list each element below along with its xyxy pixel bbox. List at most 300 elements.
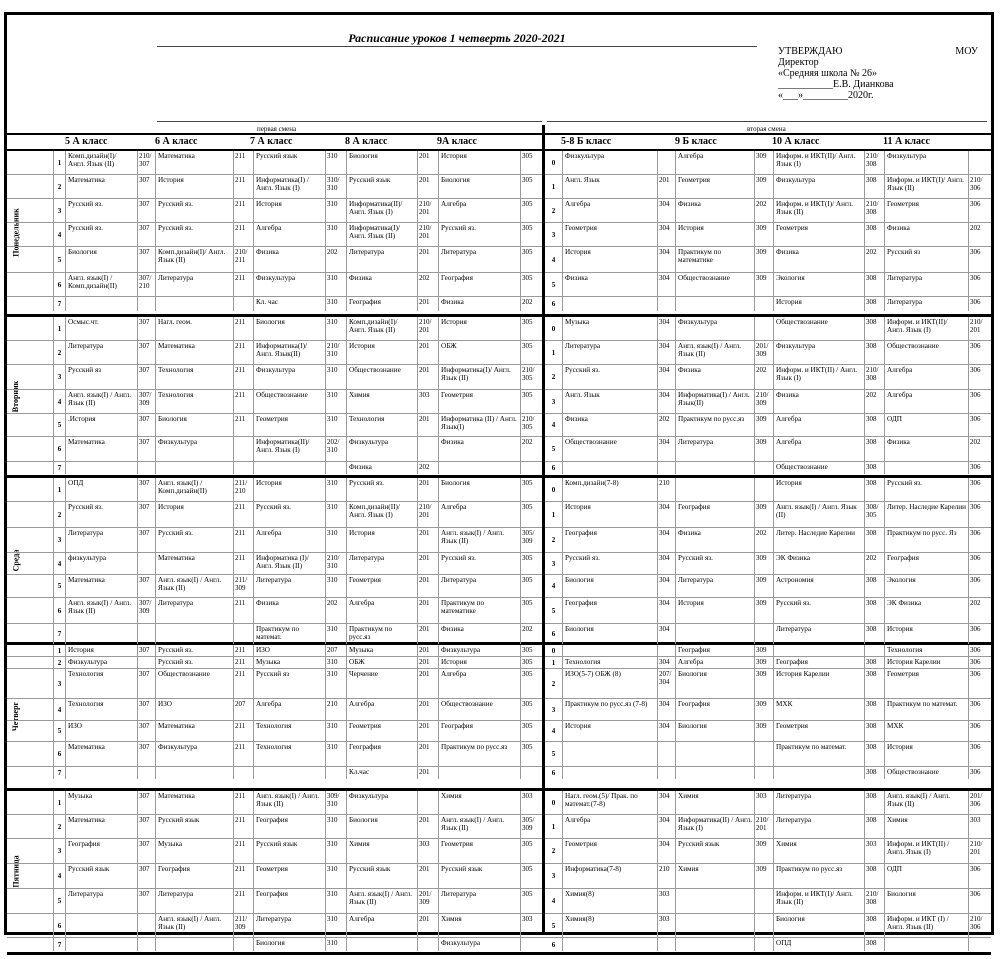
room-cell: 309/ 310 (325, 791, 346, 814)
subject-cell: Практикум по русс.яз (346, 624, 417, 644)
subject-cell: Литература (253, 575, 325, 597)
subject-cell: Физика (675, 528, 754, 552)
room-cell: 303 (520, 914, 542, 937)
room-cell: 211 (233, 598, 253, 623)
room-cell: 210/ 201 (417, 502, 438, 527)
room-cell: 211/ 309 (233, 914, 253, 937)
room-cell: 310 (325, 528, 346, 552)
subject-cell (65, 462, 137, 474)
room-cell: 309 (754, 502, 773, 527)
lesson-number: 2 (53, 657, 65, 668)
subject-cell: Химия(8) (562, 889, 657, 913)
room-cell: 307 (137, 645, 155, 656)
subject-cell: Практикум по русс.яз (773, 864, 864, 888)
room-cell: 202 (520, 297, 542, 311)
subject-cell: Обществознание (155, 669, 233, 698)
subject-cell: География (438, 273, 520, 296)
subject-cell: Литература (155, 889, 233, 913)
room-cell: 308 (864, 341, 884, 364)
lesson-number: 7 (53, 297, 65, 311)
room-cell: 211/ 210 (233, 478, 253, 501)
lesson-number: 3 (551, 705, 556, 714)
subject-cell: История (884, 742, 968, 766)
lesson-row (7, 657, 991, 669)
subject-cell: Англ. язык(I) / Англ. Язык (II) (675, 341, 754, 364)
room-cell: 310 (325, 273, 346, 296)
room-cell: 304 (657, 553, 675, 574)
subject-cell: География (253, 815, 325, 838)
day-name-text: Пятница (11, 855, 21, 888)
room-cell: 211 (233, 365, 253, 389)
room-cell: 211 (233, 317, 253, 340)
shift2-line (547, 121, 987, 122)
subject-cell: Русский яз. (155, 657, 233, 668)
room-cell (417, 938, 438, 951)
subject-cell: Литература (675, 575, 754, 597)
room-cell: 308 (864, 767, 884, 779)
room-cell: 307 (137, 575, 155, 597)
subject-cell: Русский язык (438, 864, 520, 888)
shift2-label: вторая смена (747, 125, 786, 133)
room-cell (233, 767, 253, 779)
subject-cell: Химия (884, 815, 968, 838)
room-cell: 210/ 306 (968, 175, 991, 198)
subject-cell: История (438, 151, 520, 174)
subject-cell: Физика (253, 247, 325, 272)
room-cell: 207 (233, 699, 253, 720)
subject-cell: Геометрия (438, 839, 520, 863)
room-cell (754, 889, 773, 913)
subject-cell: Обществознание (562, 437, 657, 461)
subject-cell: Физкультура (155, 742, 233, 766)
class-header (7, 133, 991, 151)
subject-cell (773, 645, 864, 656)
lesson-row (7, 914, 991, 938)
subject-cell (884, 938, 968, 951)
subject-cell: Технология (155, 365, 233, 389)
room-cell: 210/ 310 (325, 341, 346, 364)
lesson-number: 1 (53, 478, 65, 501)
subject-cell: Литература (65, 889, 137, 913)
subject-cell: История (562, 247, 657, 272)
room-cell (754, 478, 773, 501)
room-cell: 304 (657, 839, 675, 863)
room-cell: 308 (864, 624, 884, 644)
room-cell: 309 (754, 247, 773, 272)
room-cell: 202 (754, 528, 773, 552)
room-cell: 202 (864, 390, 884, 413)
room-cell: 309 (754, 575, 773, 597)
room-cell: 310 (325, 938, 346, 951)
lesson-number: 4 (551, 727, 556, 735)
subject-cell: Русский язык (675, 839, 754, 863)
subject-cell (773, 767, 864, 779)
room-cell: 207/ 304 (657, 669, 675, 698)
room-cell: 303 (657, 914, 675, 937)
room-cell (325, 462, 346, 474)
subject-cell: Алгебра (346, 598, 417, 623)
room-cell (137, 462, 155, 474)
room-cell: 309 (754, 553, 773, 574)
room-cell (137, 657, 155, 668)
subject-cell: Экология (884, 575, 968, 597)
lesson-number: 5 (551, 606, 556, 615)
subject-cell: Биология (155, 414, 233, 436)
subject-cell: Химия(8) (562, 914, 657, 937)
room-cell: 304 (657, 273, 675, 296)
lesson-number: 5 (551, 750, 556, 758)
lesson-row (7, 317, 991, 341)
subject-cell: ОДП (884, 414, 968, 436)
room-cell: 201 (417, 365, 438, 389)
subject-cell: Информатика(II)/ Англ. Язык (I) (253, 437, 325, 461)
room-cell (520, 462, 542, 474)
subject-cell: Англ. язык(I) / Англ. Язык (II) (438, 815, 520, 838)
room-cell: 303 (864, 839, 884, 863)
subject-cell: Англ. язык(I) / Англ. Язык (II) (773, 502, 864, 527)
subject-cell: Физкультура (562, 151, 657, 174)
subject-cell: География (346, 742, 417, 766)
room-cell: 306 (968, 462, 991, 474)
room-cell: 309 (754, 598, 773, 623)
subject-cell: Информатика(7-8) (562, 864, 657, 888)
room-cell (417, 437, 438, 461)
room-cell: 202 (754, 199, 773, 222)
subject-cell: География (884, 553, 968, 574)
room-cell: 305 (520, 341, 542, 364)
lesson-number: 6 (53, 437, 65, 461)
class-header-cell: 5-8 Б класс (561, 136, 612, 147)
room-cell (968, 151, 991, 174)
room-cell (657, 938, 675, 951)
approval-org: МОУ (955, 46, 978, 57)
subject-cell (65, 938, 137, 951)
lesson-number: 3 (53, 839, 65, 863)
room-cell: 303 (520, 791, 542, 814)
lesson-number: 2 (53, 815, 65, 838)
lesson-number: 0 (551, 485, 556, 494)
subject-cell: Математика (65, 175, 137, 198)
room-cell: 306 (968, 699, 991, 720)
subject-cell (253, 767, 325, 779)
subject-cell: Литература (438, 247, 520, 272)
room-cell (657, 462, 675, 474)
room-cell (233, 624, 253, 644)
room-cell: 308 (864, 575, 884, 597)
subject-cell: Геометрия (675, 175, 754, 198)
subject-cell (675, 938, 754, 951)
lesson-number: 1 (551, 348, 556, 357)
subject-cell: ОБЖ (346, 657, 417, 668)
subject-cell (155, 462, 233, 474)
shift1-label: первая смена (257, 125, 297, 133)
subject-cell: Информатика(I)/ Англ. Язык (II) (438, 365, 520, 389)
lesson-number: 5 (53, 575, 65, 597)
room-cell: 201 (417, 553, 438, 574)
room-cell: 305 (520, 199, 542, 222)
lesson-row (7, 478, 991, 502)
subject-cell: Астрономия (773, 575, 864, 597)
day-block (7, 317, 991, 478)
room-cell: 211 (233, 839, 253, 863)
room-cell: 211 (233, 864, 253, 888)
subject-cell: Обществознание (773, 317, 864, 340)
room-cell: 307 (137, 437, 155, 461)
room-cell: 211 (233, 645, 253, 656)
lesson-number: 1 (53, 151, 65, 174)
room-cell: 307 (137, 365, 155, 389)
lesson-number: 2 (551, 536, 556, 544)
lesson-row (7, 462, 991, 474)
room-cell: 306 (968, 889, 991, 913)
room-cell: 305/ 309 (520, 528, 542, 552)
room-cell: 310 (325, 317, 346, 340)
subject-cell: ОБЖ (438, 341, 520, 364)
room-cell: 305 (520, 645, 542, 656)
room-cell: 309 (754, 414, 773, 436)
subject-cell: Геометрия (773, 223, 864, 246)
lesson-number: 5 (53, 414, 65, 436)
subject-cell (253, 462, 325, 474)
room-cell (233, 297, 253, 311)
room-cell (754, 317, 773, 340)
day-block (7, 478, 991, 645)
day-block (7, 151, 991, 317)
room-cell: 310 (325, 414, 346, 436)
subject-cell (438, 462, 520, 474)
lesson-number: 6 (551, 769, 556, 777)
room-cell (325, 767, 346, 779)
subject-cell: ИЗО (65, 721, 137, 741)
room-cell: 308 (864, 273, 884, 296)
subject-cell: Музыка (562, 317, 657, 340)
lesson-number: 3 (551, 872, 556, 880)
room-cell: 309 (754, 273, 773, 296)
room-cell: 307 (137, 199, 155, 222)
room-cell: 306 (968, 657, 991, 668)
subject-cell: Алгебра (438, 669, 520, 698)
lesson-number: 2 (53, 502, 65, 527)
room-cell: 310 (325, 721, 346, 741)
subject-cell: ИЗО(5-7) ОБЖ (8) (562, 669, 657, 698)
room-cell: 310 (325, 839, 346, 863)
subject-cell: Комп.дизайн(I)/ Англ. Язык (II) (65, 151, 137, 174)
subject-cell: Физкультура (884, 151, 968, 174)
room-cell: 305 (520, 390, 542, 413)
room-cell: 310 (325, 669, 346, 698)
approval-block (778, 46, 978, 101)
subject-cell: Технология (884, 645, 968, 656)
subject-cell: Музыка (253, 657, 325, 668)
subject-cell: История (675, 598, 754, 623)
subject-cell (675, 742, 754, 766)
subject-cell: Информ. и ИКТ (I) / Англ. Язык (II) (884, 914, 968, 937)
subject-cell: Русский яз. (773, 598, 864, 623)
room-cell: 310 (325, 199, 346, 222)
subject-cell: Геометрия (346, 575, 417, 597)
lesson-number: 1 (551, 822, 556, 831)
subject-cell: Русский яз (253, 669, 325, 698)
room-cell: 201 (417, 341, 438, 364)
room-cell: 210/ 306 (968, 914, 991, 937)
room-cell: 306 (968, 721, 991, 741)
subject-cell: Англ. язык(I) / Англ. Язык (II) (65, 598, 137, 623)
subject-cell: Англ. язык(I) / Англ. Язык (II) (155, 914, 233, 937)
lesson-row (7, 699, 991, 721)
lesson-row (7, 889, 991, 914)
lesson-row (7, 575, 991, 598)
room-cell: 306 (968, 199, 991, 222)
subject-cell: Практикум по русс. Яз (884, 528, 968, 552)
subject-cell: Алгебра (562, 199, 657, 222)
subject-cell: История (253, 478, 325, 501)
subject-cell: Литература (773, 815, 864, 838)
subject-cell: Математика (155, 791, 233, 814)
subject-cell: Информ. и ИКТ(II)/ Англ. Язык (I) (884, 317, 968, 340)
room-cell: 202 (864, 553, 884, 574)
room-cell (233, 938, 253, 951)
room-cell (657, 742, 675, 766)
subject-cell: Англ. Язык (562, 175, 657, 198)
subject-cell: История (675, 223, 754, 246)
room-cell: 210/ 305 (520, 414, 542, 436)
room-cell: 307/ 309 (137, 390, 155, 413)
room-cell: 310 (325, 742, 346, 766)
subject-cell: Англ. язык(I) / Англ. Язык (II) (884, 791, 968, 814)
lesson-number: 3 (53, 365, 65, 389)
room-cell: 307 (137, 528, 155, 552)
subject-cell: Биология (346, 815, 417, 838)
subject-cell: Музыка (155, 839, 233, 863)
shift1-line (157, 121, 542, 122)
room-cell: 305 (520, 151, 542, 174)
subject-cell: Литература (773, 791, 864, 814)
room-cell: 303 (657, 889, 675, 913)
subject-cell: Физкультура (773, 175, 864, 198)
room-cell: 211 (233, 273, 253, 296)
room-cell: 304 (657, 815, 675, 838)
room-cell: 304 (657, 341, 675, 364)
day-name-text: Понедельник (11, 208, 21, 257)
subject-cell: Информатика(I) / Англ. Язык (I) (253, 175, 325, 198)
class-header-cell: 11 А класс (883, 136, 930, 147)
room-cell: 307 (137, 317, 155, 340)
room-cell: 305 (520, 553, 542, 574)
room-cell: 201 (417, 669, 438, 698)
subject-cell: Русский язык (253, 151, 325, 174)
lesson-row (7, 199, 991, 223)
lesson-number: 1 (53, 645, 65, 656)
title-underline (157, 46, 757, 47)
subject-cell: Англ. язык(I) / Англ. Язык (II) (438, 528, 520, 552)
room-cell: 304 (657, 365, 675, 389)
subject-cell: Русский яз. (155, 199, 233, 222)
room-cell: 304 (657, 223, 675, 246)
day-name-text: Среда (11, 549, 21, 571)
subject-cell (562, 767, 657, 779)
room-cell: 210/ 201 (968, 839, 991, 863)
subject-cell: ОПД (65, 478, 137, 501)
lesson-number: 5 (53, 247, 65, 272)
subject-cell (562, 938, 657, 951)
room-cell (657, 151, 675, 174)
subject-cell: Алгебра (884, 390, 968, 413)
room-cell: 308 (864, 721, 884, 741)
lesson-row (7, 247, 991, 273)
room-cell (417, 791, 438, 814)
subject-cell: Алгебра (253, 223, 325, 246)
room-cell: 303 (968, 815, 991, 838)
subject-cell: Математика (155, 553, 233, 574)
room-cell: 305 (520, 598, 542, 623)
lesson-number: 6 (551, 464, 556, 472)
subject-cell: физкультура (65, 553, 137, 574)
room-cell: 305 (520, 657, 542, 668)
lesson-number: 6 (551, 300, 556, 308)
subject-cell: Англ. язык(I) / Комп.дизайн(II) (155, 478, 233, 501)
room-cell: 211 (233, 223, 253, 246)
room-cell: 306 (968, 553, 991, 574)
lesson-number: 7 (53, 462, 65, 474)
subject-cell: Русский яз. (155, 528, 233, 552)
subject-cell: Биология (253, 317, 325, 340)
subject-cell: География (675, 502, 754, 527)
room-cell (233, 462, 253, 474)
room-cell: 304 (657, 247, 675, 272)
room-cell: 201 (417, 864, 438, 888)
subject-cell: История (253, 199, 325, 222)
room-cell (137, 938, 155, 951)
room-cell: 307 (137, 839, 155, 863)
room-cell: 307 (137, 223, 155, 246)
room-cell: 309 (754, 699, 773, 720)
room-cell: 210/ 309 (754, 390, 773, 413)
day-name-text: Вторник (11, 380, 21, 412)
subject-cell (155, 624, 233, 644)
subject-cell: Физкультура (773, 341, 864, 364)
room-cell: 307 (137, 889, 155, 913)
subject-cell: Информатика(I)/ Англ. Язык(II) (253, 341, 325, 364)
subject-cell: Музыка (65, 791, 137, 814)
room-cell: 307 (137, 414, 155, 436)
room-cell: 304 (657, 437, 675, 461)
subject-cell: Информ. и ИКТ(I)/ Англ. Язык (II) (773, 199, 864, 222)
room-cell: 306 (968, 273, 991, 296)
room-cell: 306 (968, 575, 991, 597)
subject-cell: Химия (675, 864, 754, 888)
subject-cell: Русский яз. (562, 553, 657, 574)
room-cell: 307 (137, 815, 155, 838)
room-cell: 308 (864, 815, 884, 838)
room-cell: 308 (864, 478, 884, 501)
subject-cell: Информатика(I) / Англ. Язык(II) (675, 390, 754, 413)
lesson-number: 2 (551, 373, 556, 381)
lesson-row (7, 721, 991, 742)
room-cell (520, 938, 542, 951)
subject-cell: Русский яз. (253, 502, 325, 527)
room-cell: 310 (325, 914, 346, 937)
room-cell: 308 (864, 914, 884, 937)
subject-cell: Практикум по русс.яз (7-8) (562, 699, 657, 720)
subject-cell: Нагл. геом. (155, 317, 233, 340)
room-cell: 307 (137, 669, 155, 698)
room-cell: 309 (754, 437, 773, 461)
subject-cell: Геометрия (253, 864, 325, 888)
room-cell: 306 (968, 341, 991, 364)
room-cell: 202 (325, 247, 346, 272)
subject-cell: История (773, 478, 864, 501)
subject-cell: Геометрия (253, 414, 325, 436)
